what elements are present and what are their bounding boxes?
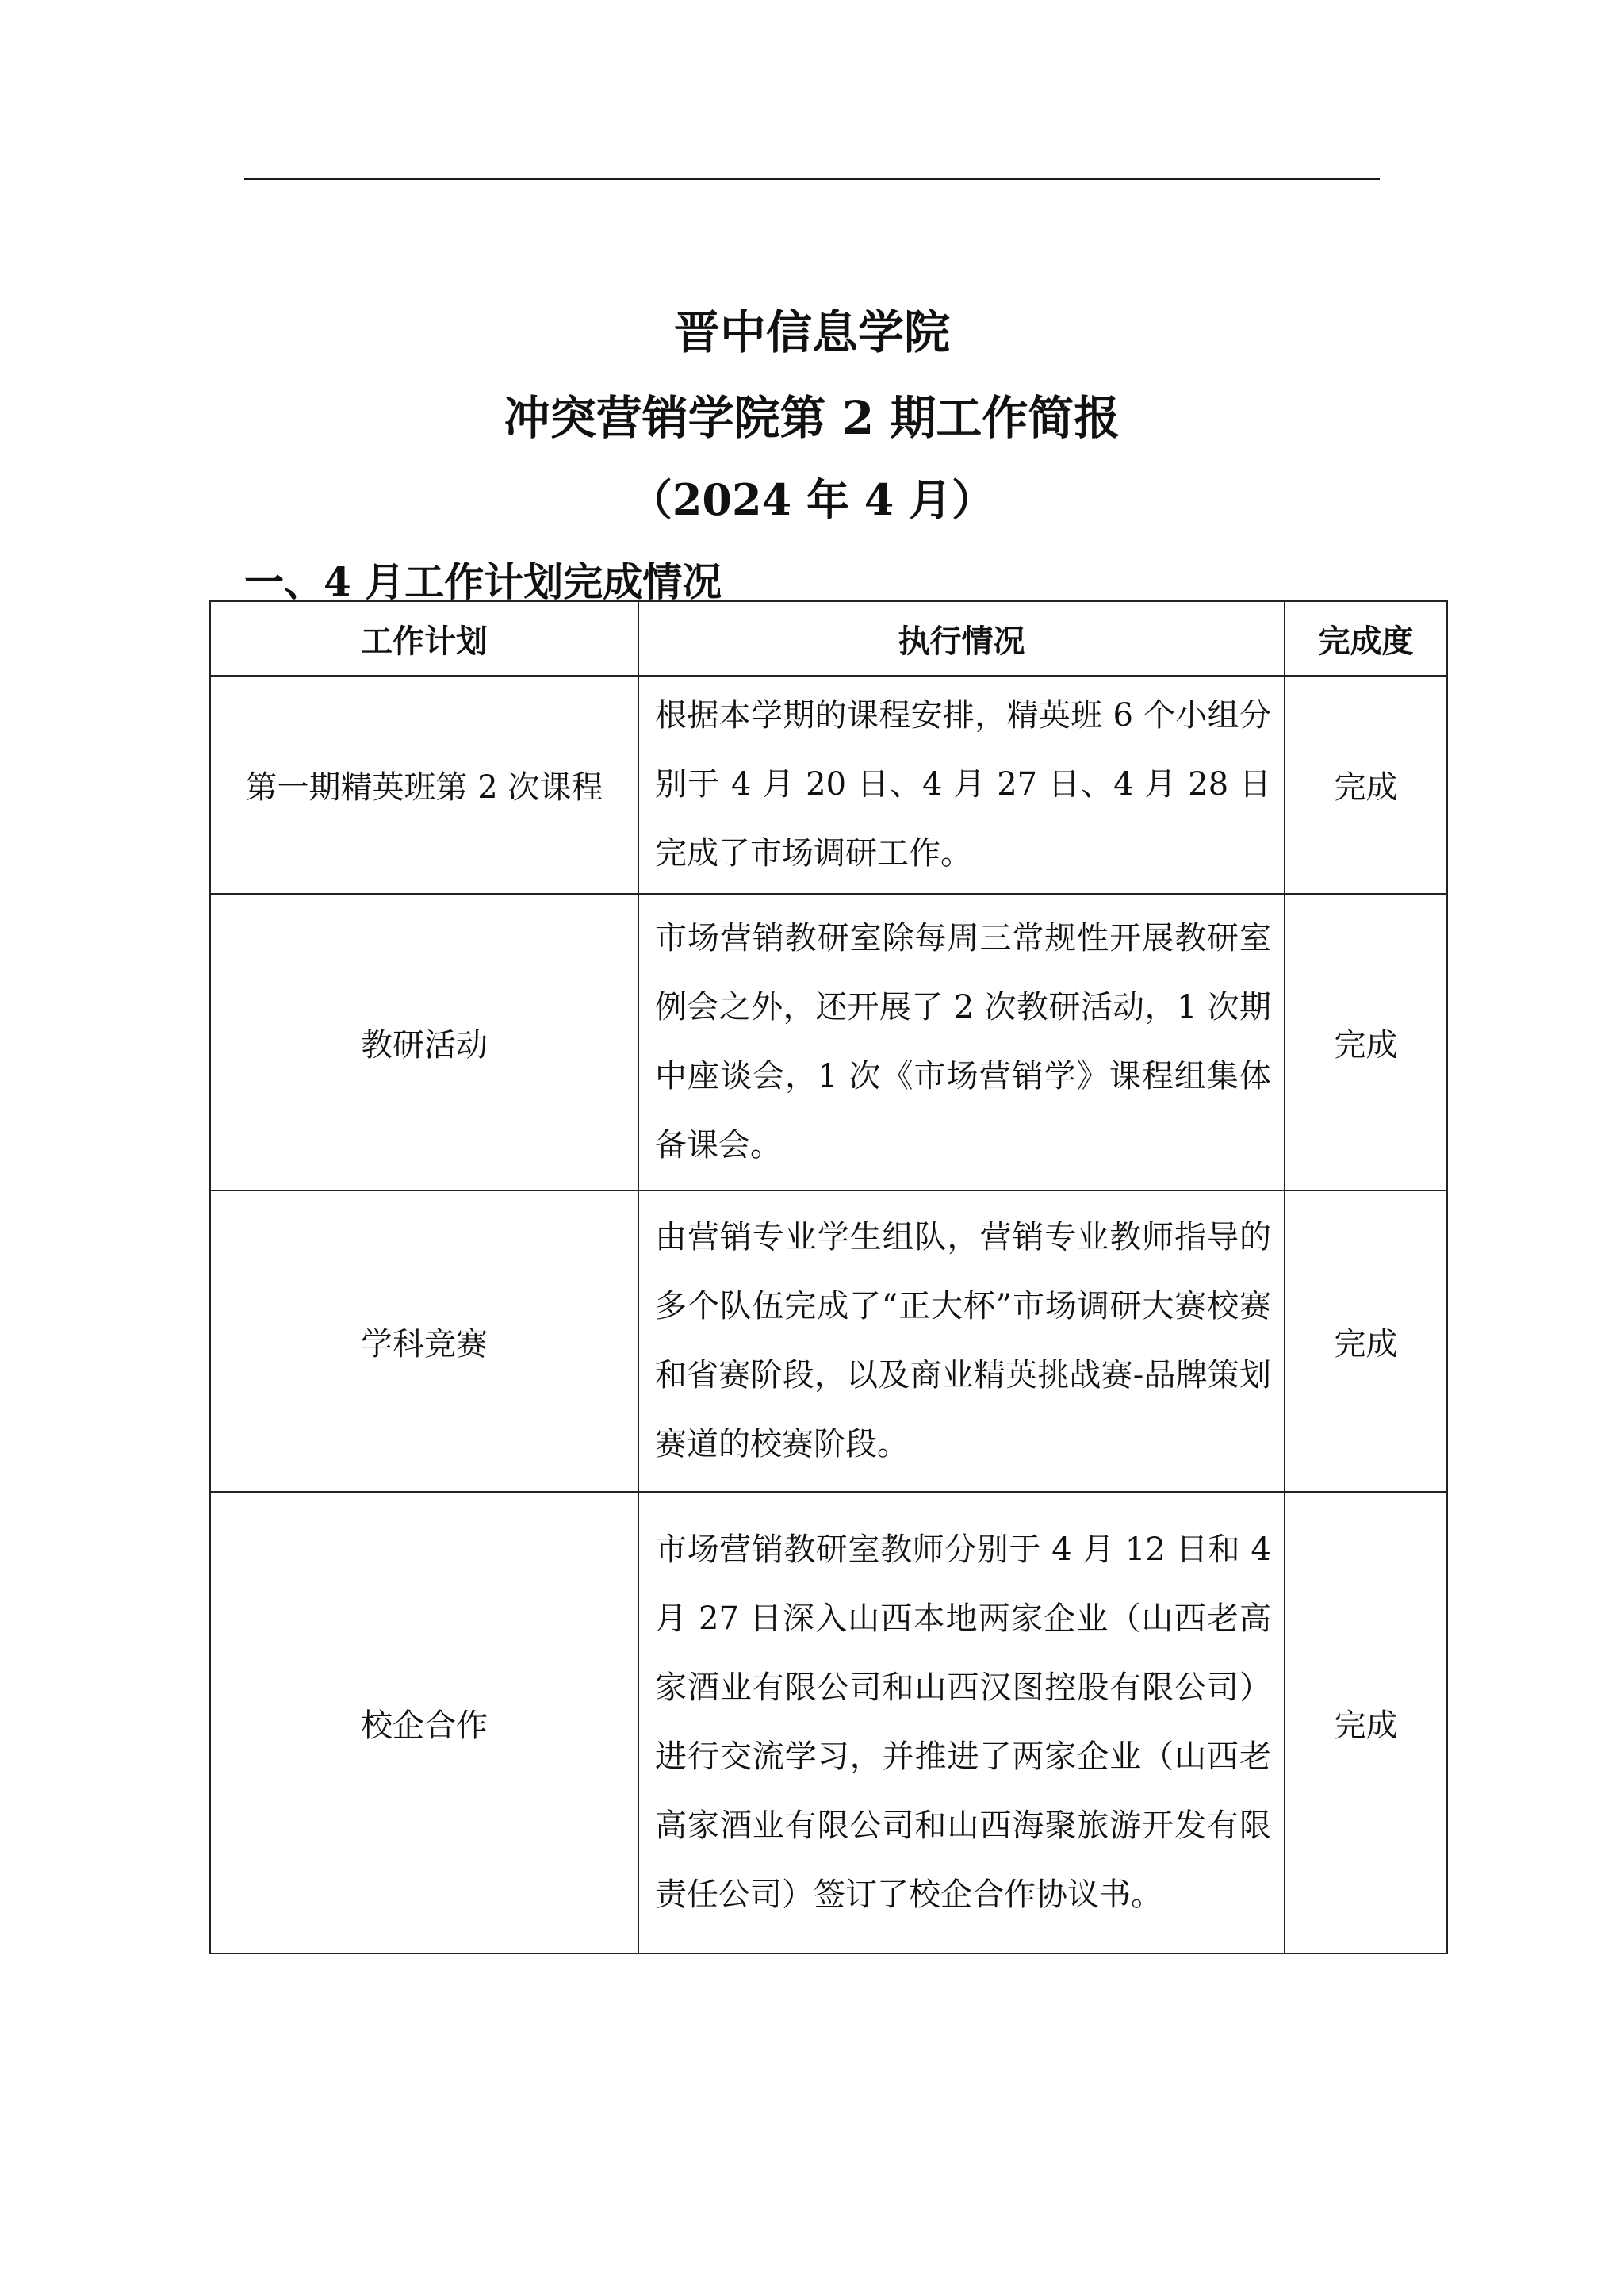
completion-cell: 完成: [1285, 1190, 1447, 1492]
plan-cell: 教研活动: [210, 894, 638, 1190]
table-row: [210, 1190, 1447, 1492]
table-row: [210, 894, 1447, 1190]
table-row: [210, 1492, 1447, 1953]
execution-cell: 由营销专业学生组队，营销专业教师指导的多个队伍完成了“正大杯”市场调研大赛校赛和省赛阶段，以及商业精英挑战赛-品牌策划赛道的校赛阶段。: [638, 1190, 1285, 1492]
work-plan-table: [209, 600, 1448, 1954]
header-rule: [244, 178, 1380, 180]
execution-cell: 根据本学期的课程安排，精英班 6 个小组分别于 4 月 20 日、4 月 27 日、4 月 28 日完成了市场调研工作。: [638, 676, 1285, 894]
report-period: （2024 年 4 月）: [629, 474, 995, 525]
execution-cell: 市场营销教研室教师分别于 4 月 12 日和 4 月 27 日深入山西本地两家企业（山西老高家酒业有限公司和山西汉图控股有限公司）进行交流学习，并推进了两家企业（山西老高家酒业有限公司和山西海聚旅游开发有限责任公司）签订了校企合作协议书。: [638, 1492, 1285, 1953]
table-row: [210, 676, 1447, 894]
table-header-row: [210, 601, 1447, 676]
institution-title: 晋中信息学院: [673, 305, 950, 359]
header-execution: 执行情况: [638, 601, 1285, 676]
header-plan: 工作计划: [210, 601, 638, 676]
plan-cell: 第一期精英班第 2 次课程: [210, 676, 638, 894]
plan-cell: 学科竞赛: [210, 1190, 638, 1492]
section-heading: 一、4 月工作计划完成情况: [244, 558, 722, 605]
header-completion: 完成度: [1285, 601, 1447, 676]
completion-cell: 完成: [1285, 894, 1447, 1190]
completion-cell: 完成: [1285, 1492, 1447, 1953]
report-title: 冲突营销学院第 2 期工作简报: [504, 391, 1120, 445]
completion-cell: 完成: [1285, 676, 1447, 894]
plan-cell: 校企合作: [210, 1492, 638, 1953]
execution-cell: 市场营销教研室除每周三常规性开展教研室例会之外，还开展了 2 次教研活动，1 次期中座谈会，1 次《市场营销学》课程组集体备课会。: [638, 894, 1285, 1190]
